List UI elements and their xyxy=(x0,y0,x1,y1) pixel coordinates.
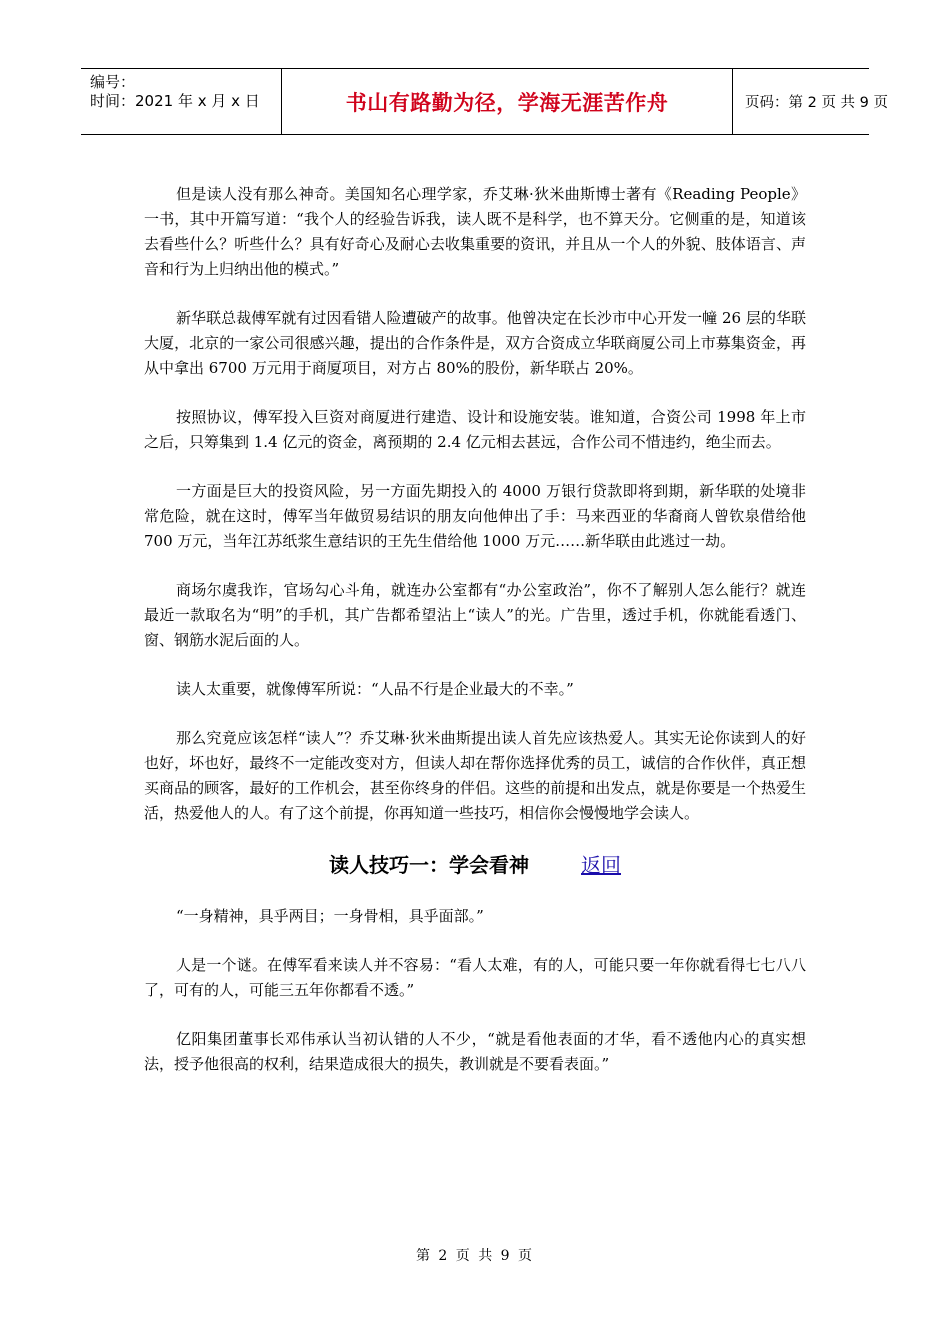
header-table xyxy=(81,68,888,135)
document-number-label: 编号： xyxy=(90,73,136,91)
document-body xyxy=(144,182,806,1101)
paragraph: “一身精神，具乎两目；一身骨相，具乎面部。” xyxy=(176,907,484,925)
section-title: 读人技巧一：学会看神 xyxy=(329,853,529,877)
header-motto-cell xyxy=(282,69,733,134)
header-left-cell xyxy=(81,69,282,134)
paragraph: 按照协议，傅军投入巨资对商厦进行建造、设计和设施安装。谁知道，合资公司 1998 年上市之后，只筹集到 1.4 亿元的资金，离预期的 2.4 亿元相去甚远，合作公司不惜违约，绝尘而去。 xyxy=(144,408,806,451)
header-page-info: 页码：第 2 页 共 9 页 xyxy=(745,95,888,111)
header-page-cell xyxy=(733,69,888,134)
section-heading xyxy=(144,850,806,880)
document-date-label: 时间：2021 年 x 月 x 日 xyxy=(90,92,260,110)
paragraph: 但是读人没有那么神奇。美国知名心理学家，乔艾琳·狄米曲斯博士著有《Reading People》一书，其中开篇写道：“我个人的经验告诉我，读人既不是科学，也不算天分。它侧重的是，知道该去看些什么？听些什么？具有好奇心及耐心去收集重要的资讯，并且从一个人的外貌、肢体语言、声音和行为上归纳出他的模式。” xyxy=(144,185,806,278)
paragraph: 读人太重要，就像傅军所说：“人品不行是企业最大的不幸。” xyxy=(176,680,574,698)
paragraph: 商场尔虞我诈，官场勾心斗角，就连办公室都有“办公室政治”，你不了解别人怎么能行？就连最近一款取名为“明”的手机，其广告都希望沾上“读人”的光。广告里，透过手机，你就能看透门、窗、钢筋水泥后面的人。 xyxy=(144,581,806,649)
paragraph: 一方面是巨大的投资风险，另一方面先期投入的 4000 万银行贷款即将到期，新华联的处境非常危险，就在这时，傅军当年做贸易结识的朋友向他伸出了手：马来西亚的华裔商人曾钦泉借给他 700 万元，当年江苏纸浆生意结识的王先生借给他 1000 万元……新华联由此逃过一劫。 xyxy=(144,482,806,550)
header-motto: 书山有路勤为径，学海无涯苦作舟 xyxy=(345,90,669,115)
paragraph: 人是一个谜。在傅军看来读人并不容易：“看人太难，有的人，可能只要一年你就看得七七八八了，可有的人，可能三五年你都看不透。” xyxy=(144,956,806,999)
paragraph: 新华联总裁傅军就有过因看错人险遭破产的故事。他曾决定在长沙市中心开发一幢 26 层的华联大厦，北京的一家公司很感兴趣，提出的合作条件是，双方合资成立华联商厦公司上市募集资金，再从中拿出 6700 万元用于商厦项目，对方占 80%的股份，新华联占 20%。 xyxy=(144,309,806,377)
paragraph: 那么究竟应该怎样“读人”？乔艾琳·狄米曲斯提出读人首先应该热爱人。其实无论你读到人的好也好，坏也好，最终不一定能改变对方，但读人却在帮你选择优秀的员工，诚信的合作伙伴，真正想买商品的顾客，最好的工作机会，甚至你终身的伴侣。这些的前提和出发点，就是你要是一个热爱生活，热爱他人的人。有了这个前提，你再知道一些技巧，相信你会慢慢地学会读人。 xyxy=(144,729,806,822)
return-link[interactable]: 返回 xyxy=(581,853,621,877)
page-footer: 第 2 页 共 9 页 xyxy=(415,1248,535,1264)
paragraph: 亿阳集团董事长邓伟承认当初认错的人不少，“就是看他表面的才华，看不透他内心的真实想法，授予他很高的权利，结果造成很大的损失，教训就是不要看表面。” xyxy=(144,1030,806,1073)
